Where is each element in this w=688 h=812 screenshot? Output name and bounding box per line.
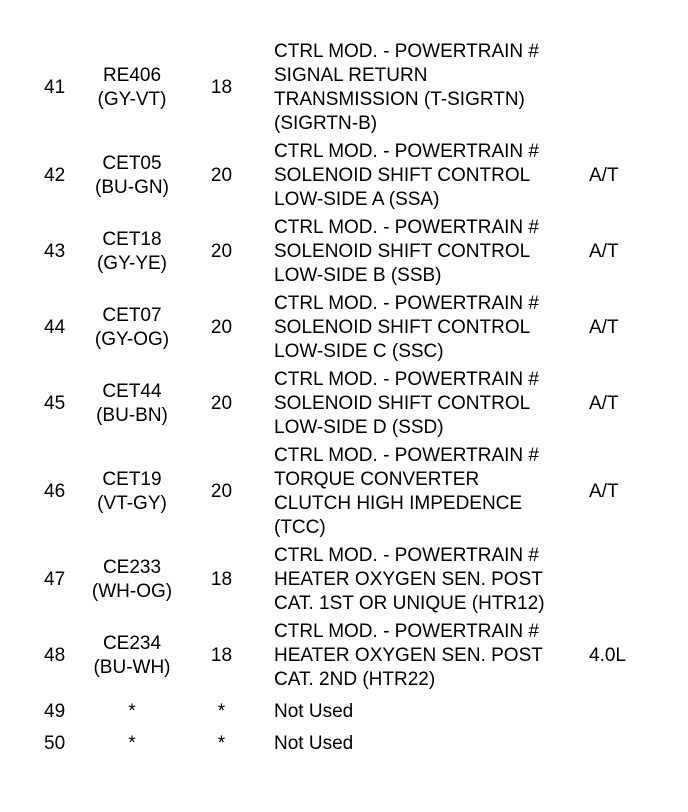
pin-number: 49 xyxy=(44,701,66,722)
description-line: (SIGRTN-B) xyxy=(274,113,378,134)
wire-gauge: 20 xyxy=(210,481,233,502)
wire-gauge: 20 xyxy=(210,165,233,186)
description-line: CTRL MOD. - POWERTRAIN # xyxy=(274,545,539,566)
description-line: CTRL MOD. - POWERTRAIN # xyxy=(274,369,539,390)
circuit-id xyxy=(82,304,182,352)
wire-gauge: 18 xyxy=(210,569,233,590)
circuit-id xyxy=(82,732,182,756)
pin-number: 48 xyxy=(44,645,66,666)
circuit-id xyxy=(82,632,182,680)
description-line: CTRL MOD. - POWERTRAIN # xyxy=(274,445,539,466)
description-line: HEATER OXYGEN SEN. POST xyxy=(274,569,543,590)
description-line: SOLENOID SHIFT CONTROL xyxy=(274,317,531,338)
pin-number: 43 xyxy=(44,241,66,262)
circuit-code: CE234 xyxy=(102,633,162,654)
wire-color: (GY-OG) xyxy=(94,329,170,350)
option-note: A/T xyxy=(589,481,619,502)
circuit-code: * xyxy=(128,733,136,754)
wire-gauge: 20 xyxy=(210,317,233,338)
table-row xyxy=(0,40,688,136)
description-line: LOW-SIDE B (SSB) xyxy=(274,265,442,286)
wire-gauge: * xyxy=(217,701,226,722)
circuit-code: * xyxy=(128,701,136,722)
description-line: CTRL MOD. - POWERTRAIN # xyxy=(274,41,539,62)
circuit-id xyxy=(82,152,182,200)
description-line: CTRL MOD. - POWERTRAIN # xyxy=(274,141,539,162)
table-row xyxy=(0,364,688,440)
table-row xyxy=(0,212,688,288)
circuit-id xyxy=(82,700,182,724)
circuit-description xyxy=(274,444,589,540)
option-note: 4.0L xyxy=(589,645,626,666)
pin-number: 44 xyxy=(44,317,66,338)
option-note: A/T xyxy=(589,165,619,186)
description-line: Not Used xyxy=(274,733,354,754)
circuit-code: CET44 xyxy=(102,381,162,402)
table-row xyxy=(0,700,688,724)
circuit-description xyxy=(274,700,589,724)
circuit-description xyxy=(274,620,589,692)
circuit-code: CE233 xyxy=(102,557,162,578)
circuit-description xyxy=(274,544,589,616)
circuit-description xyxy=(274,140,589,212)
description-line: CLUTCH HIGH IMPEDENCE xyxy=(274,493,523,514)
pin-number: 41 xyxy=(44,77,66,98)
table-row xyxy=(0,616,688,692)
description-line: LOW-SIDE A (SSA) xyxy=(274,189,440,210)
wire-gauge: 18 xyxy=(210,645,233,666)
pin-number: 50 xyxy=(44,733,66,754)
wire-color: (GY-YE) xyxy=(96,253,168,274)
description-line: SOLENOID SHIFT CONTROL xyxy=(274,241,531,262)
option-note: A/T xyxy=(589,393,619,414)
wire-color: (BU-WH) xyxy=(93,657,171,678)
pin-number: 45 xyxy=(44,393,66,414)
wire-color: (VT-GY) xyxy=(97,493,167,514)
pin-number: 42 xyxy=(44,165,66,186)
description-line: CTRL MOD. - POWERTRAIN # xyxy=(274,621,539,642)
description-line: Not Used xyxy=(274,701,354,722)
circuit-id xyxy=(82,556,182,604)
option-note: A/T xyxy=(589,241,619,262)
description-line: SOLENOID SHIFT CONTROL xyxy=(274,393,531,414)
pin-number: 47 xyxy=(44,569,66,590)
description-line: CTRL MOD. - POWERTRAIN # xyxy=(274,293,539,314)
wire-color: (BU-GN) xyxy=(95,177,169,198)
circuit-id xyxy=(82,468,182,516)
wire-gauge: 18 xyxy=(210,77,233,98)
description-line: LOW-SIDE C (SSC) xyxy=(274,341,444,362)
wire-gauge: 20 xyxy=(210,241,233,262)
pin-number: 46 xyxy=(44,481,66,502)
option-note: A/T xyxy=(589,317,619,338)
table-row xyxy=(0,732,688,756)
circuit-code: CET05 xyxy=(102,153,162,174)
description-line: TRANSMISSION (T-SIGRTN) xyxy=(274,89,525,110)
connector-pin-table xyxy=(0,40,688,756)
table-row xyxy=(0,440,688,540)
wire-gauge: * xyxy=(217,733,226,754)
description-line: SOLENOID SHIFT CONTROL xyxy=(274,165,531,186)
circuit-code: RE406 xyxy=(102,65,162,86)
table-row xyxy=(0,288,688,364)
circuit-id xyxy=(82,228,182,276)
circuit-code: CET07 xyxy=(102,305,162,326)
circuit-description xyxy=(274,292,589,364)
circuit-id xyxy=(82,64,182,112)
description-line: CTRL MOD. - POWERTRAIN # xyxy=(274,217,539,238)
circuit-code: CET18 xyxy=(102,229,162,250)
wire-color: (BU-BN) xyxy=(96,405,168,426)
table-row xyxy=(0,136,688,212)
circuit-description xyxy=(274,368,589,440)
wire-color: (WH-OG) xyxy=(91,581,173,602)
description-line: LOW-SIDE D (SSD) xyxy=(274,417,444,438)
table-row xyxy=(0,540,688,616)
description-line: CAT. 1ST OR UNIQUE (HTR12) xyxy=(274,593,545,614)
circuit-description xyxy=(274,40,589,136)
circuit-id xyxy=(82,380,182,428)
wire-color: (GY-VT) xyxy=(97,89,167,110)
circuit-description xyxy=(274,216,589,288)
description-line: CAT. 2ND (HTR22) xyxy=(274,669,436,690)
description-line: TORQUE CONVERTER xyxy=(274,469,480,490)
description-line: SIGNAL RETURN xyxy=(274,65,428,86)
description-line: (TCC) xyxy=(274,517,326,538)
description-line: HEATER OXYGEN SEN. POST xyxy=(274,645,543,666)
wire-gauge: 20 xyxy=(210,393,233,414)
circuit-description xyxy=(274,732,589,756)
circuit-code: CET19 xyxy=(102,469,162,490)
